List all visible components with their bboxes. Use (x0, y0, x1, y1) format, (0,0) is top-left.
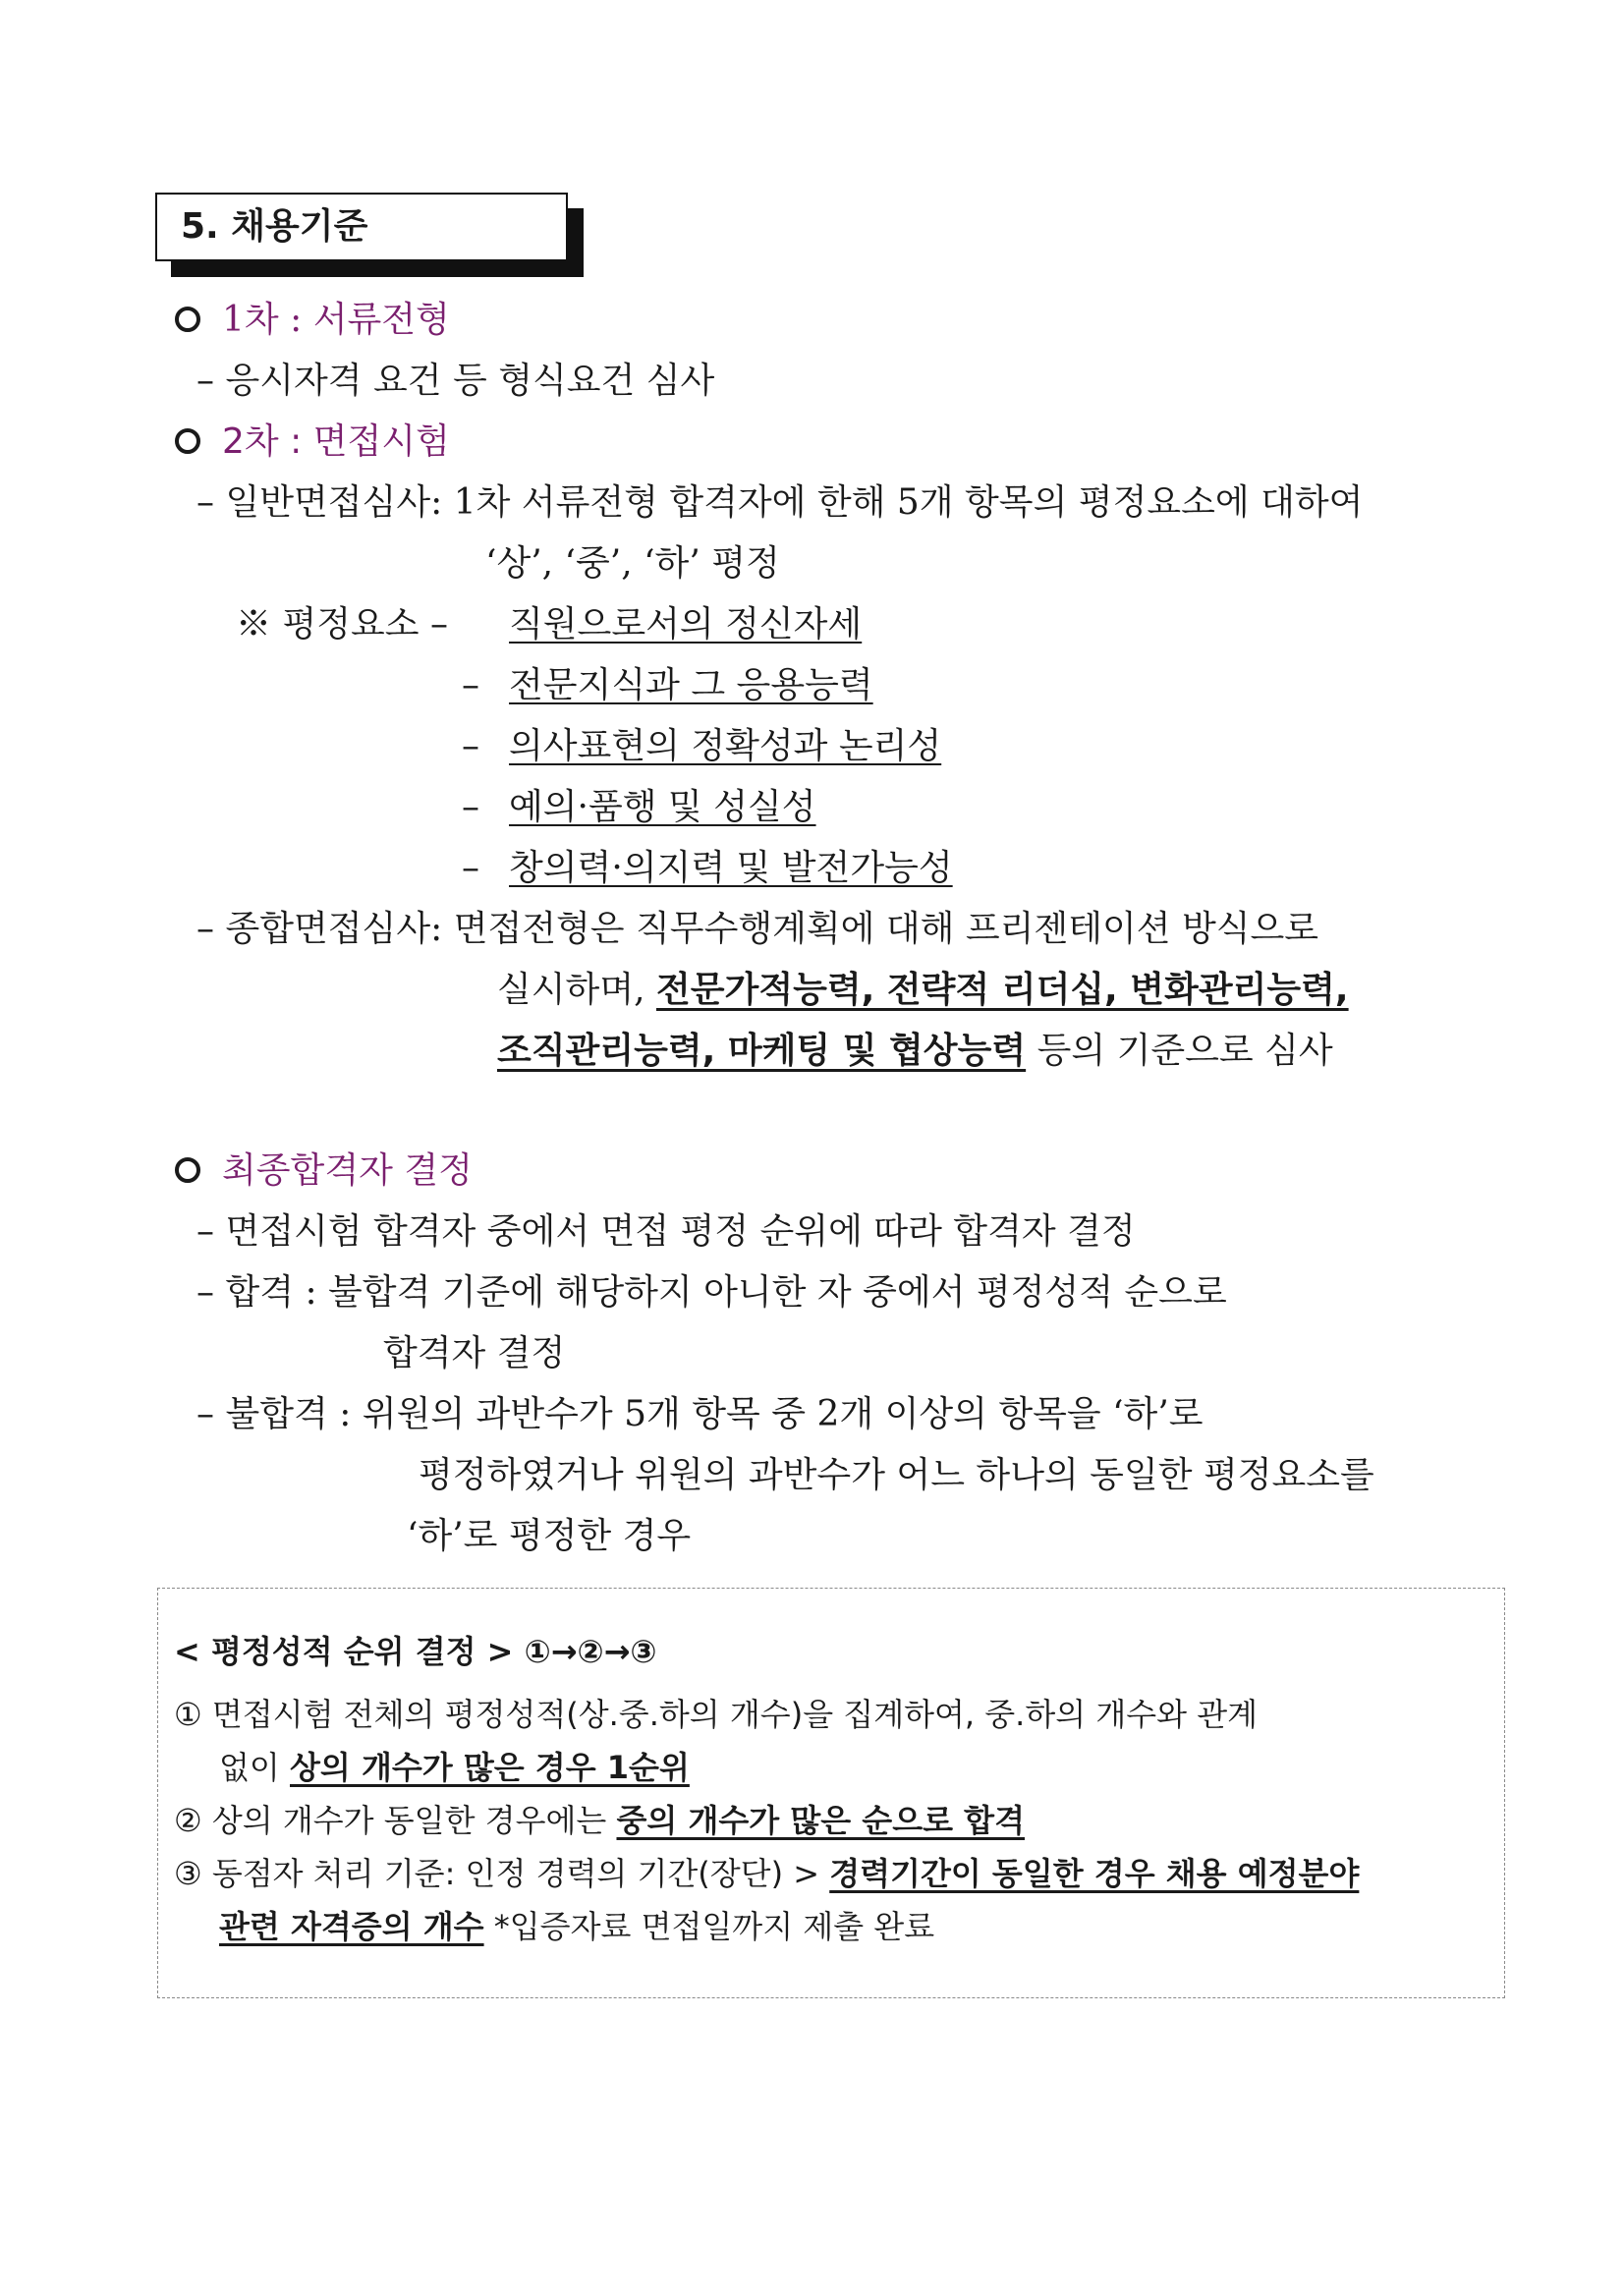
comprehensive-text-part: 실시하며, (497, 970, 656, 1010)
ranking-item-2 (174, 1801, 1025, 1840)
round1-heading: 1차 : 서류전형 (222, 300, 450, 340)
ranking-text-part: ③ 동점자 처리 기준: 인정 경력의 기간(장단) > (174, 1855, 830, 1892)
round1-heading-row (175, 299, 450, 342)
ranking-item-1: ① 면접시험 전체의 평정성적(상.중.하의 개수)을 집계하여, 중.하의 개수와 관계 (174, 1696, 1259, 1733)
general-interview-grades: ‘상’, ‘중’, ‘하’ 평정 (485, 543, 780, 584)
ranking-emphasis: 관련 자격증의 개수 (219, 1908, 484, 1945)
round1-item: – 응시자격 요건 등 형식요건 심사 (196, 361, 715, 401)
general-interview-label: – 일반면접심사: (196, 482, 443, 523)
criteria-item-3: 의사표현의 정확성과 논리성 (509, 726, 942, 766)
comprehensive-emphasis: 조직관리능력, 마케팅 및 협상능력 (497, 1031, 1027, 1071)
circle-bullet-icon (175, 428, 200, 454)
ranking-item-3b (219, 1907, 934, 1946)
criteria-item-1: 직원으로서의 정신자세 (509, 604, 863, 644)
criteria-dash: – (462, 726, 479, 766)
ranking-emphasis: 경력기간이 동일한 경우 채용 예정분야 (829, 1855, 1360, 1892)
ranking-box-title: < 평정성적 순위 결정 > ①→②→③ (174, 1633, 657, 1670)
round2-heading-row (175, 420, 450, 464)
criteria-dash: – (462, 665, 479, 705)
criteria-item-4: 예의·품행 및 성실성 (509, 787, 816, 827)
comprehensive-interview-text: 면접전형은 직무수행계획에 대해 프리젠테이션 방식으로 (453, 909, 1319, 949)
ranking-text-part: 없이 (219, 1749, 290, 1786)
final-line-3c: ‘하’로 평정한 경우 (407, 1516, 692, 1556)
section-title: 5. 채용기준 (155, 193, 568, 261)
circle-bullet-icon (175, 307, 200, 332)
final-line-1: – 면접시험 합격자 중에서 면접 평정 순위에 따라 합격자 결정 (196, 1211, 1136, 1252)
final-heading-row (175, 1149, 473, 1193)
criteria-item-5: 창의력·의지력 및 발전가능성 (509, 848, 953, 888)
comprehensive-interview-line2 (497, 969, 1349, 1012)
general-interview-row (196, 481, 1363, 525)
criteria-dash: – (462, 787, 479, 827)
final-heading: 최종합격자 결정 (222, 1150, 473, 1191)
comprehensive-interview-row (196, 908, 1318, 951)
ranking-box (157, 1588, 1505, 1998)
section-header (155, 193, 568, 261)
final-line-2b: 합격자 결정 (383, 1333, 566, 1373)
comprehensive-emphasis: 전문가적능력, 전략적 리더십, 변화관리능력, (656, 970, 1349, 1010)
final-line-2: – 합격 : 불합격 기준에 해당하지 아니한 자 중에서 평정성적 순으로 (196, 1272, 1227, 1313)
ranking-item-3 (174, 1854, 1359, 1893)
ranking-item-1b (219, 1748, 690, 1787)
criteria-label: ※ 평정요소 – (236, 604, 448, 644)
ranking-text-part: *입증자료 면접일까지 제출 완료 (483, 1908, 935, 1945)
ranking-text-part: ② 상의 개수가 동일한 경우에는 (174, 1802, 617, 1839)
circle-bullet-icon (175, 1157, 200, 1183)
comprehensive-interview-label: – 종합면접심사: (196, 909, 443, 949)
final-line-3b: 평정하였거나 위원의 과반수가 어느 하나의 동일한 평정요소를 (419, 1455, 1374, 1495)
comprehensive-text-part: 등의 기준으로 심사 (1026, 1031, 1333, 1071)
final-line-3: – 불합격 : 위원의 과반수가 5개 항목 중 2개 이상의 항목을 ‘하’로 (196, 1394, 1204, 1434)
ranking-emphasis: 중의 개수가 많은 순으로 합격 (616, 1802, 1026, 1839)
general-interview-text: 1차 서류전형 합격자에 한해 5개 항목의 평정요소에 대하여 (453, 482, 1364, 523)
comprehensive-interview-line3 (497, 1030, 1333, 1073)
criteria-item-2: 전문지식과 그 응용능력 (509, 665, 873, 705)
ranking-emphasis: 상의 개수가 많은 경우 1순위 (290, 1749, 690, 1786)
round2-heading: 2차 : 면접시험 (222, 421, 450, 462)
criteria-dash: – (462, 848, 479, 888)
